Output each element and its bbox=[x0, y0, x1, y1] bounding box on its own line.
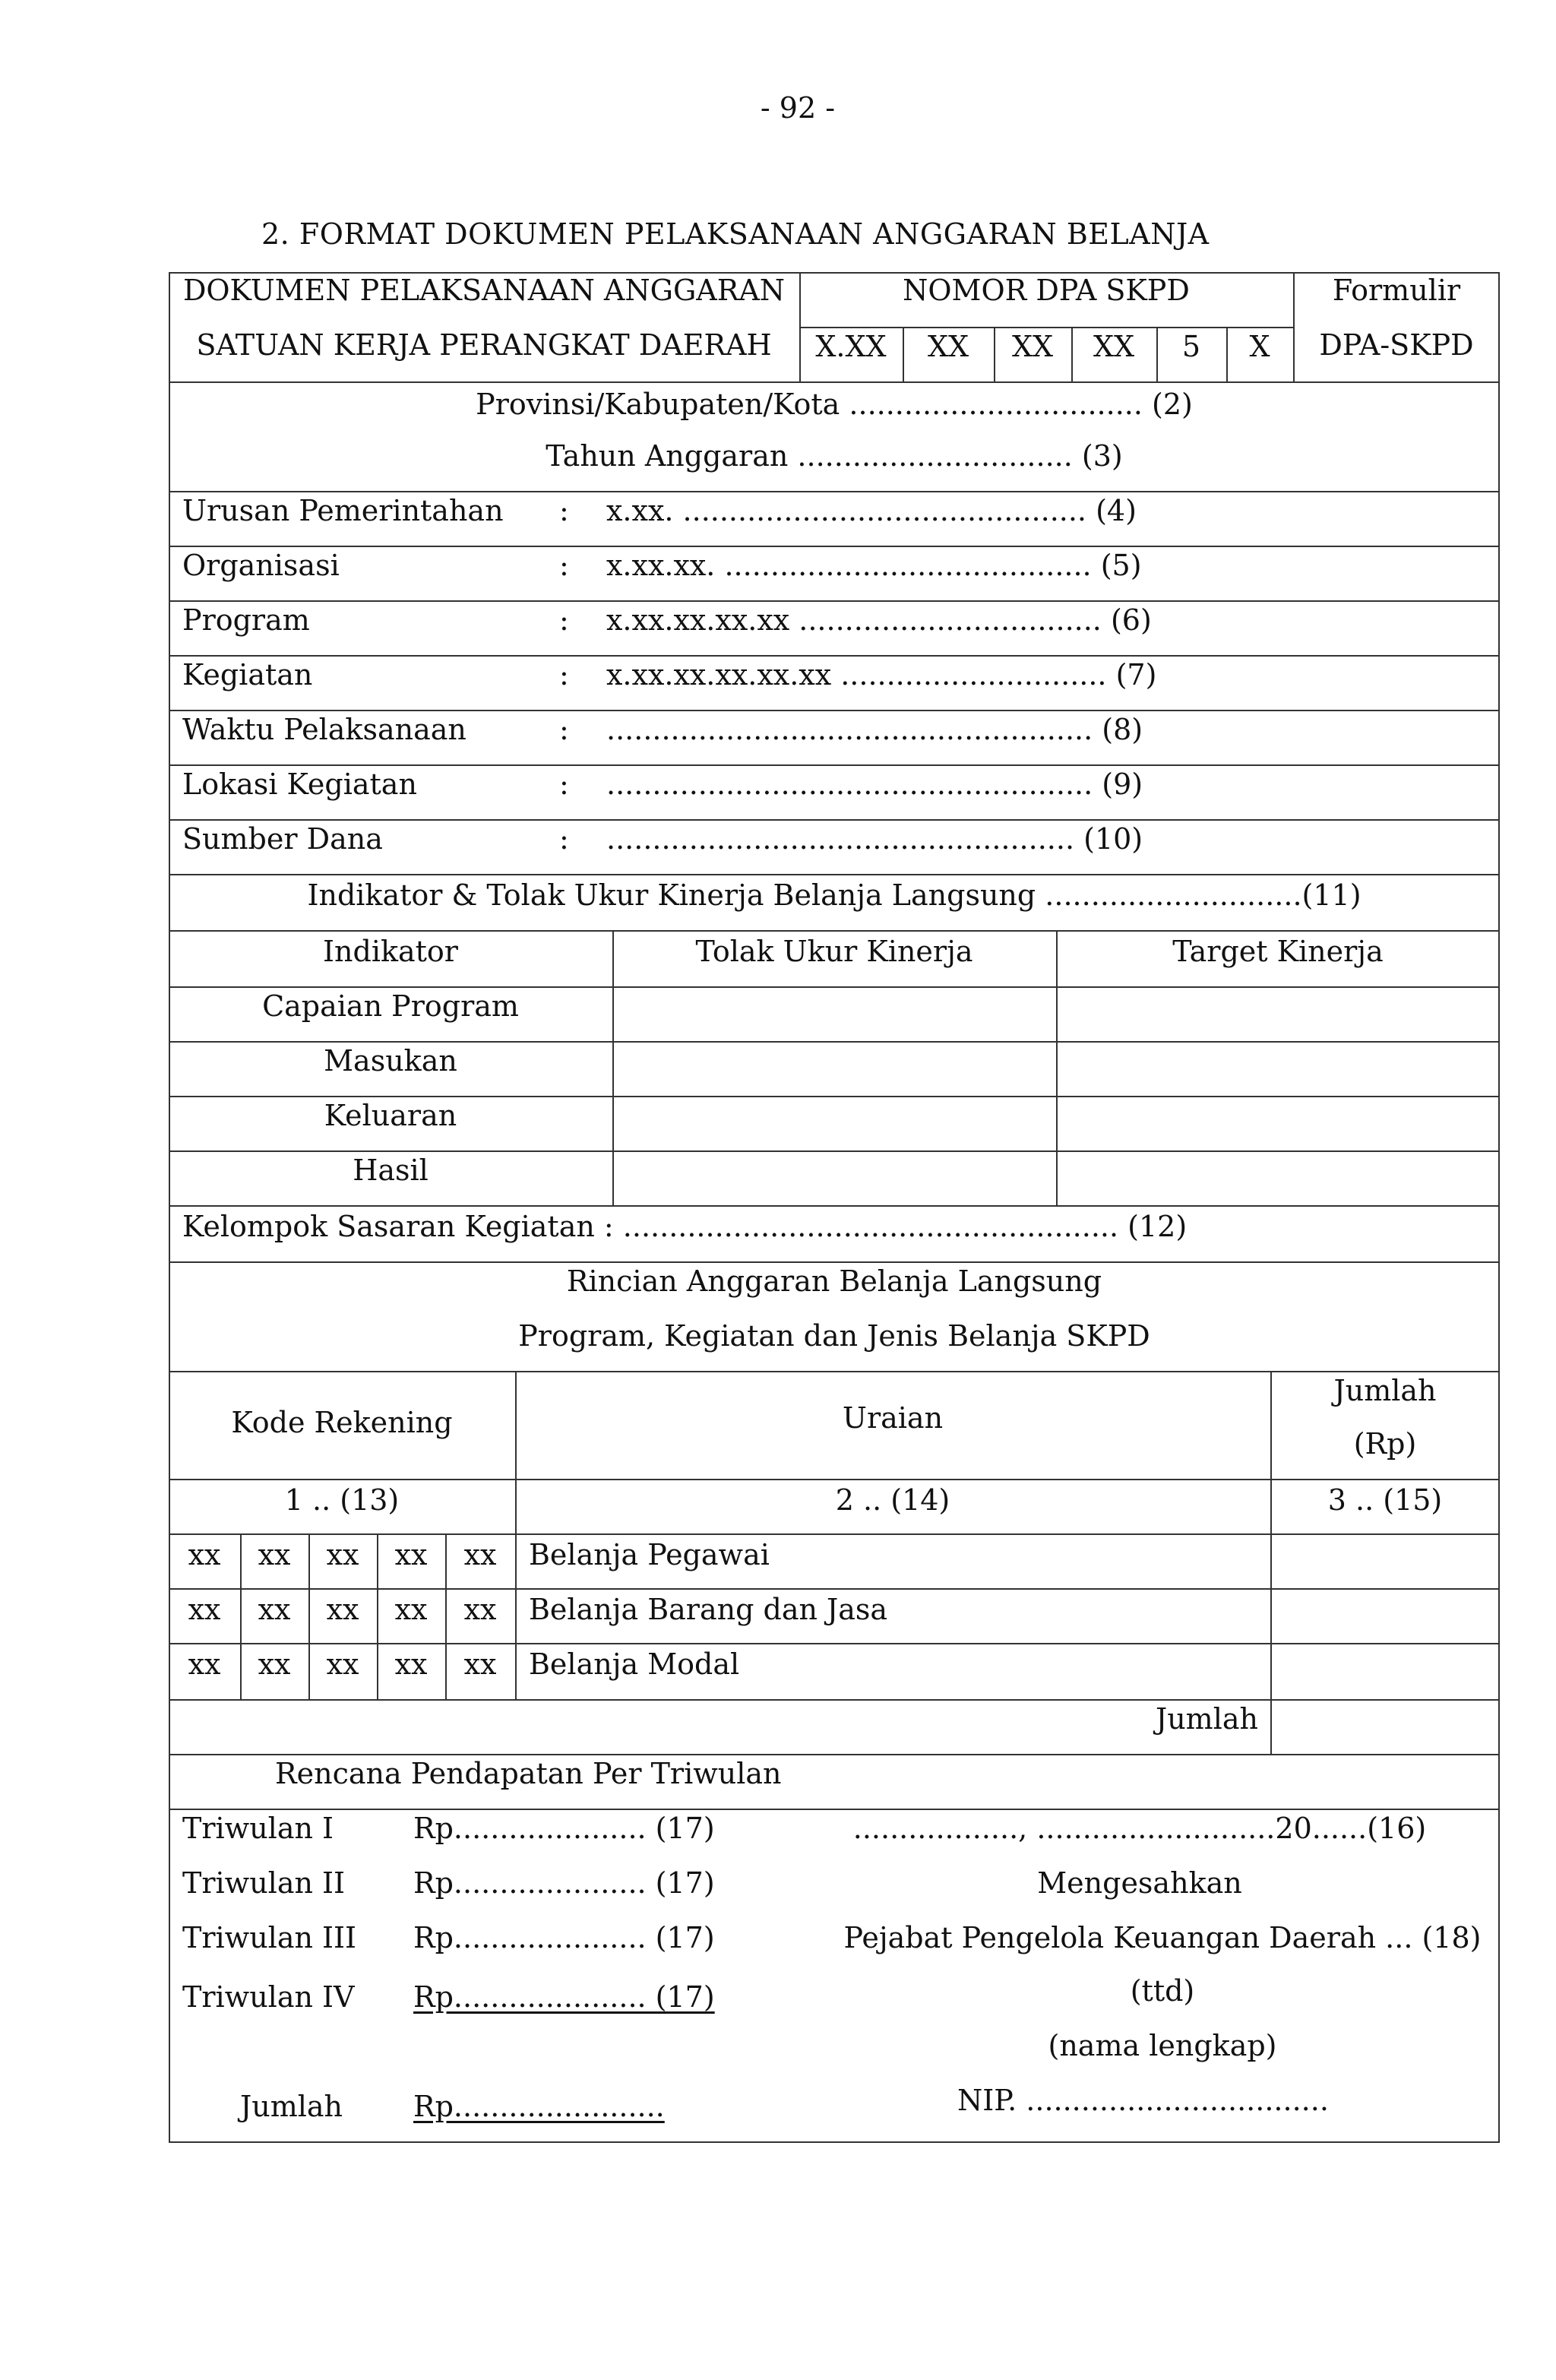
nomor-dpa-label: NOMOR DPA SKPD bbox=[903, 274, 1190, 307]
kode-cell: xx bbox=[188, 1647, 221, 1681]
table-rule bbox=[169, 1643, 1500, 1644]
triwulan-value: Rp..................... (17) bbox=[413, 1980, 715, 2014]
signature-nip: NIP. ................................. bbox=[957, 2084, 1329, 2117]
table-rule bbox=[612, 930, 614, 1205]
formulir-label: Formulir bbox=[1332, 274, 1461, 307]
info-value: ................................................... (10) bbox=[606, 822, 1143, 856]
target-kinerja-header: Target Kinerja bbox=[1172, 935, 1384, 968]
table-rule bbox=[169, 1205, 1500, 1207]
nomor-code: XX bbox=[1093, 330, 1135, 363]
jumlah-number: 3 .. (15) bbox=[1327, 1483, 1443, 1517]
uraian-header: Uraian bbox=[842, 1401, 944, 1435]
signature-pejabat: Pejabat Pengelola Keuangan Daerah ... (18) bbox=[843, 1921, 1482, 1954]
provinsi-line: Provinsi/Kabupaten/Kota ................................ (2) bbox=[476, 388, 1193, 421]
info-sep: : bbox=[559, 549, 569, 582]
info-sep: : bbox=[559, 658, 569, 692]
info-value: x.xx. ............................................ (4) bbox=[606, 494, 1137, 527]
info-value: ..................................................... (8) bbox=[606, 713, 1143, 746]
signature-nama: (nama lengkap) bbox=[1048, 2029, 1277, 2062]
page-number: - 92 - bbox=[760, 91, 836, 125]
kode-cell: xx bbox=[463, 1593, 497, 1626]
triwulan-label: Triwulan I bbox=[182, 1812, 334, 1845]
uraian-cell: Belanja Barang dan Jasa bbox=[529, 1593, 888, 1626]
info-label: Urusan Pemerintahan bbox=[182, 494, 504, 527]
section-title: 2. FORMAT DOKUMEN PELAKSANAAN ANGGARAN BELANJA bbox=[261, 217, 1210, 251]
table-rule bbox=[1056, 930, 1058, 1205]
doc-title-line2: SATUAN KERJA PERANGKAT DAERAH bbox=[196, 328, 772, 362]
info-sep: : bbox=[559, 603, 569, 637]
info-label: Program bbox=[182, 603, 310, 637]
triwulan-value: Rp..................... (17) bbox=[413, 1812, 715, 1845]
table-rule bbox=[169, 1479, 1500, 1480]
table-rule bbox=[169, 381, 1500, 383]
kode-cell: xx bbox=[326, 1593, 359, 1626]
doc-title-line1: DOKUMEN PELAKSANAAN ANGGARAN bbox=[182, 274, 786, 307]
indikator-row: Hasil bbox=[353, 1154, 429, 1187]
info-label: Waktu Pelaksanaan bbox=[182, 713, 466, 746]
triwulan-label: Triwulan II bbox=[182, 1866, 346, 1900]
nomor-code: XX bbox=[1011, 330, 1054, 363]
kode-cell: xx bbox=[394, 1593, 428, 1626]
kode-cell: xx bbox=[188, 1593, 221, 1626]
pendapatan-title: Rencana Pendapatan Per Triwulan bbox=[275, 1757, 782, 1790]
formulir-code: DPA-SKPD bbox=[1319, 328, 1474, 362]
pendapatan-total-value: Rp....................... bbox=[413, 2090, 665, 2123]
info-value: ..................................................... (9) bbox=[606, 767, 1143, 801]
indikator-row: Capaian Program bbox=[262, 989, 519, 1023]
tolak-ukur-header: Tolak Ukur Kinerja bbox=[695, 935, 973, 968]
jumlah-header-line1: Jumlah bbox=[1333, 1374, 1437, 1407]
nomor-code: XX bbox=[927, 330, 969, 363]
kode-cell: xx bbox=[258, 1538, 291, 1571]
info-label: Organisasi bbox=[182, 549, 340, 582]
kode-cell: xx bbox=[463, 1538, 497, 1571]
kode-cell: xx bbox=[258, 1593, 291, 1626]
kode-number: 1 .. (13) bbox=[284, 1483, 400, 1517]
info-label: Lokasi Kegiatan bbox=[182, 767, 417, 801]
nomor-code: X.XX bbox=[815, 330, 887, 363]
signature-place-date: .................., ..........................20......(16) bbox=[852, 1812, 1427, 1845]
kode-cell: xx bbox=[258, 1647, 291, 1681]
kelompok-sasaran: Kelompok Sasaran Kegiatan : ...................................................... (12) bbox=[182, 1210, 1188, 1243]
kode-rekening-header: Kode Rekening bbox=[231, 1406, 453, 1439]
uraian-number: 2 .. (14) bbox=[835, 1483, 950, 1517]
rincian-total-label: Jumlah bbox=[1155, 1702, 1258, 1736]
info-label: Sumber Dana bbox=[182, 822, 383, 856]
uraian-cell: Belanja Pegawai bbox=[529, 1538, 770, 1571]
triwulan-value: Rp..................... (17) bbox=[413, 1921, 715, 1954]
info-value: x.xx.xx. ........................................ (5) bbox=[606, 549, 1142, 582]
kode-cell: xx bbox=[394, 1647, 428, 1681]
kode-cell: xx bbox=[463, 1647, 497, 1681]
rincian-title-line2: Program, Kegiatan dan Jenis Belanja SKPD bbox=[518, 1319, 1150, 1353]
triwulan-value: Rp..................... (17) bbox=[413, 1866, 715, 1900]
info-sep: : bbox=[559, 822, 569, 856]
info-value: x.xx.xx.xx.xx ................................. (6) bbox=[606, 603, 1152, 637]
info-value: x.xx.xx.xx.xx.xx ............................. (7) bbox=[606, 658, 1157, 692]
table-rule bbox=[169, 1533, 1500, 1535]
uraian-cell: Belanja Modal bbox=[529, 1647, 740, 1681]
jumlah-header-line2: (Rp) bbox=[1353, 1427, 1417, 1461]
kode-cell: xx bbox=[326, 1647, 359, 1681]
table-rule bbox=[169, 1588, 1500, 1590]
signature-mengesahkan: Mengesahkan bbox=[1037, 1866, 1242, 1900]
indikator-row: Keluaran bbox=[324, 1099, 457, 1132]
rincian-title-line1: Rincian Anggaran Belanja Langsung bbox=[566, 1264, 1102, 1298]
signature-ttd: (ttd) bbox=[1130, 1974, 1195, 2008]
info-sep: : bbox=[559, 767, 569, 801]
kode-cell: xx bbox=[188, 1538, 221, 1571]
table-rule bbox=[169, 874, 1500, 875]
indikator-header: Indikator bbox=[323, 935, 458, 968]
table-rule bbox=[169, 930, 1500, 932]
nomor-code: 5 bbox=[1181, 330, 1201, 363]
indikator-row: Masukan bbox=[324, 1044, 457, 1078]
info-sep: : bbox=[559, 494, 569, 527]
triwulan-label: Triwulan IV bbox=[182, 1980, 355, 2014]
kode-cell: xx bbox=[326, 1538, 359, 1571]
nomor-code: X bbox=[1249, 330, 1270, 363]
info-label: Kegiatan bbox=[182, 658, 313, 692]
indikator-title: Indikator & Tolak Ukur Kinerja Belanja Langsung ............................(11) bbox=[307, 878, 1362, 912]
triwulan-label: Triwulan III bbox=[182, 1921, 357, 1954]
tahun-anggaran-line: Tahun Anggaran .............................. (3) bbox=[546, 439, 1123, 473]
kode-cell: xx bbox=[394, 1538, 428, 1571]
info-sep: : bbox=[559, 713, 569, 746]
pendapatan-total-label: Jumlah bbox=[240, 2090, 343, 2123]
